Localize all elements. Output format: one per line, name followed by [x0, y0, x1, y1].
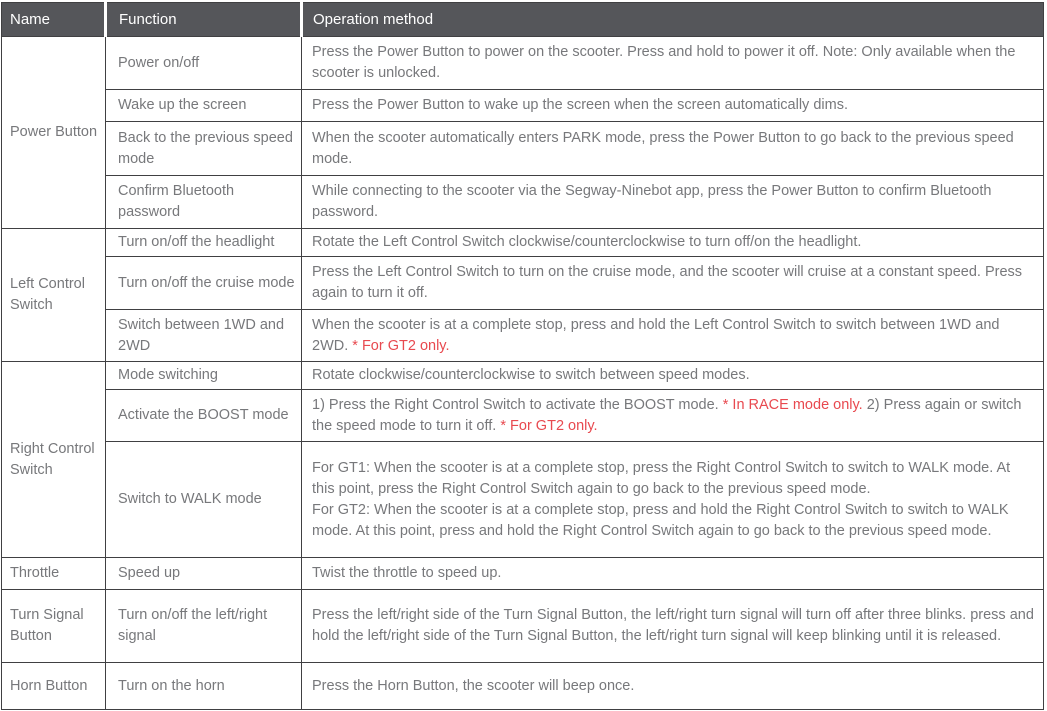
table-row	[2, 37, 1044, 90]
name-cell-left-control-switch: Left Control Switch	[2, 229, 106, 362]
operation-cell	[302, 37, 1044, 90]
operation-text: Rotate clockwise/counterclockwise to switch between speed modes.	[312, 367, 750, 383]
operation-text: While connecting to the scooter via the Segway-Ninebot app, press the Power Button to confirm Bluetooth password.	[312, 183, 992, 220]
name-cell-horn-button: Horn Button	[2, 663, 106, 710]
red-note-gt2-only: * For GT2 only.	[352, 337, 450, 354]
operation-cell	[302, 229, 1044, 257]
operation-text-gt2: For GT2: When the scooter is at a complete stop, press and hold the Right Control Switch to switch to WALK mode. At this point, press and hold the Right Control Switch again to go back to the previous speed mode.	[312, 501, 1009, 539]
name-cell-throttle: Throttle	[2, 558, 106, 590]
table-row	[2, 310, 1044, 362]
operation-text: When the scooter is at a complete stop, press and hold the Left Control Switch to switch between 1WD and 2WD.	[312, 316, 1000, 354]
operation-cell	[302, 310, 1044, 362]
operation-cell	[302, 90, 1044, 122]
operation-text: When the scooter automatically enters PARK mode, press the Power Button to go back to the previous speed mode.	[312, 129, 1014, 167]
operation-cell	[302, 442, 1044, 558]
function-cell: Wake up the screen	[106, 90, 302, 122]
table-row	[2, 442, 1044, 558]
operation-text: 2) Press again or switch the speed mode to turn it off.	[312, 396, 1022, 434]
function-cell: Speed up	[106, 558, 302, 590]
table-row	[2, 257, 1044, 310]
controls-table	[1, 2, 1044, 710]
table-row	[2, 90, 1044, 122]
operation-text-gt1: For GT1: When the scooter is at a complete stop, press the Right Control Switch to switch to WALK mode. At this point, press the Right Control Switch again to go back to the previous speed mode.	[312, 459, 1011, 497]
function-cell: Switch between 1WD and 2WD	[106, 310, 302, 362]
operation-text: Twist the throttle to speed up.	[312, 565, 502, 581]
table-row	[2, 176, 1044, 229]
function-cell: Turn on/off the cruise mode	[106, 257, 302, 310]
table-header-row	[2, 3, 1044, 37]
operation-cell	[302, 362, 1044, 390]
name-cell-turn-signal-button: Turn Signal Button	[2, 590, 106, 663]
operation-cell	[302, 663, 1044, 710]
table-row	[2, 122, 1044, 176]
red-note-gt2-only: * For GT2 only.	[500, 417, 598, 434]
table-row	[2, 229, 1044, 257]
operation-cell	[302, 257, 1044, 310]
operation-text: Press the Power Button to wake up the screen when the screen automatically dims.	[312, 97, 848, 113]
name-cell-right-control-switch: Right Control Switch	[2, 362, 106, 558]
table-row	[2, 558, 1044, 590]
table-row	[2, 362, 1044, 390]
operation-text: Rotate the Left Control Switch clockwise/counterclockwise to turn off/on the headlight.	[312, 234, 862, 250]
operation-cell	[302, 176, 1044, 229]
function-cell: Switch to WALK mode	[106, 442, 302, 558]
name-cell-power-button: Power Button	[2, 37, 106, 229]
function-cell: Confirm Bluetooth password	[106, 176, 302, 229]
function-cell: Turn on the horn	[106, 663, 302, 710]
operation-text: Press the left/right side of the Turn Signal Button, the left/right turn signal will turn off after three blinks. press and hold the left/right side of the Turn Signal Button, the left/right turn signal will keep blinking until it is released.	[312, 607, 1034, 644]
table-row	[2, 390, 1044, 442]
function-cell: Activate the BOOST mode	[106, 390, 302, 442]
operation-text: Press the Horn Button, the scooter will beep once.	[312, 677, 635, 694]
function-column-header: Function	[106, 3, 302, 37]
operation-cell	[302, 122, 1044, 176]
table-row	[2, 590, 1044, 663]
table-row	[2, 663, 1044, 710]
function-cell: Mode switching	[106, 362, 302, 390]
red-note-race-mode-only: * In RACE mode only.	[722, 396, 863, 413]
operation-cell	[302, 558, 1044, 590]
operation-text: Press the Power Button to power on the scooter. Press and hold to power it off. Note: Only available when the scooter is unlocked.	[312, 44, 1016, 81]
function-cell: Turn on/off the headlight	[106, 229, 302, 257]
name-column-header: Name	[2, 3, 106, 37]
function-cell: Back to the previous speed mode	[106, 122, 302, 176]
operation-cell	[302, 590, 1044, 663]
operation-cell	[302, 390, 1044, 442]
function-cell: Turn on/off the left/right signal	[106, 590, 302, 663]
operation-text: 1) Press the Right Control Switch to activate the BOOST mode.	[312, 396, 723, 413]
function-cell: Power on/off	[106, 37, 302, 90]
operation-column-header: Operation method	[302, 3, 1044, 37]
operation-text: Press the Left Control Switch to turn on the cruise mode, and the scooter will cruise at a constant speed. Press again to turn it off.	[312, 264, 1023, 301]
